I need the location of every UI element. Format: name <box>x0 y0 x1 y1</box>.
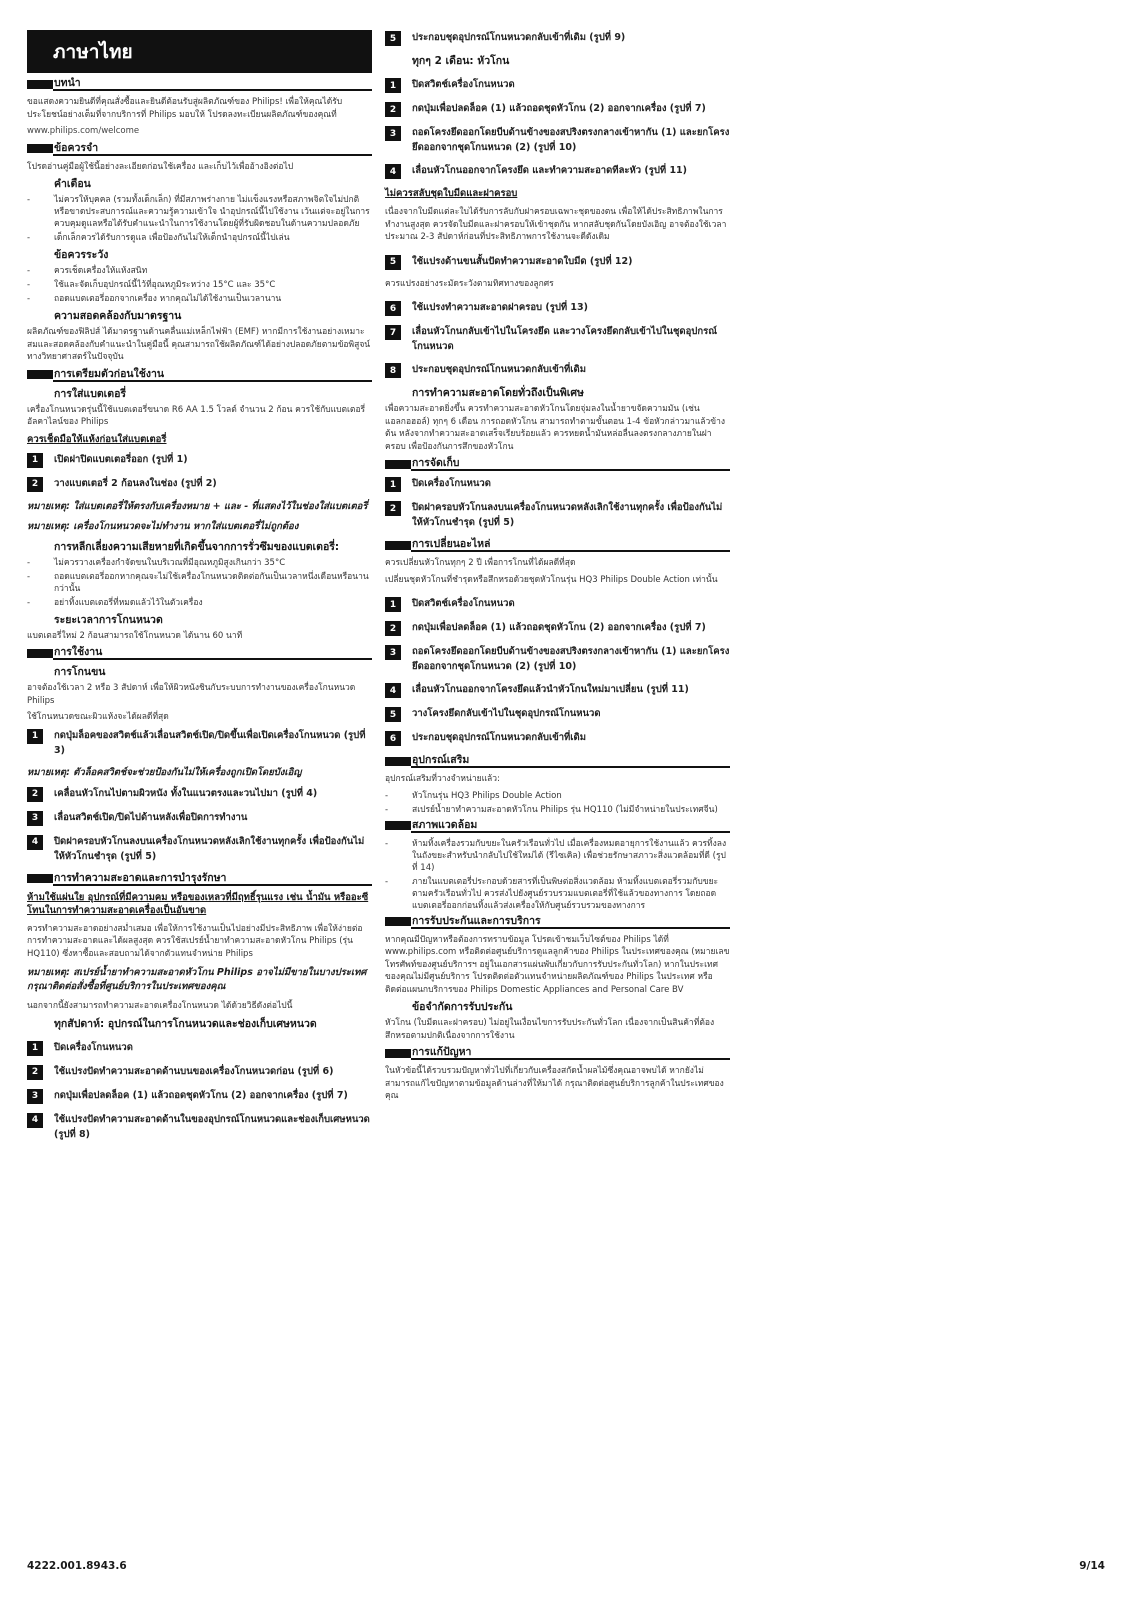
weekly-step: 1 ปิดเครื่องโกนหนวด <box>27 1040 372 1056</box>
time-text: แบตเตอรี่ใหม่ 2 ก้อนสามารถใช้โกนหนวด ได้นาน 60 นาที <box>27 630 243 641</box>
document-code: 4222.001.8943.6 <box>27 1560 127 1572</box>
leak-title: การหลีกเลี่ยงความเสียหายที่เกิดขึ้นจากการรั่วซึมของแบตเตอรี่: <box>54 540 340 553</box>
battery-title: การใส่แบตเตอรี่ <box>54 387 127 400</box>
section-use: การใช้งาน <box>27 646 372 660</box>
section-environment: สภาพแวดล้อม <box>385 819 730 833</box>
shave-text-2: ใช้โกนหนวดขณะผิวแห้งจะได้ผลดีที่สุด <box>27 712 169 722</box>
replace-step: 2 กดปุ่มเพื่อปลดล็อค (1) แล้วถอดชุดหัวโกน (2) ออกจากเครื่อง (รูปที่ 7) <box>385 620 730 636</box>
language-title: ภาษาไทย <box>27 30 372 73</box>
warning-item: - ไม่ควรให้บุคคล (รวมทั้งเด็กเล็ก) ที่มีสภาพร่างกาย ไม่แข็งแรงหรือสภาพจิตใจไม่ปกติ หรือขาดประสบการณ์และความรู้ความเข้าใจ นำอุปกรณ์นี้ไปใช้งาน เว้นแต่จะอยู่ในการควบคุมดูแลหรือได้รับคำแนะนำในการใช้งานโดยผู้ที่รับผิดชอบในด้านความปลอดภัย <box>27 195 370 229</box>
battery-step: 1 เปิดฝาปิดแบตเตอรี่ออก (รูปที่ 1) <box>27 452 372 468</box>
warranty-text: หากคุณมีปัญหาหรือต้องการทราบข้อมูล โปรดเข้าชมเว็บไซต์ของ Philips ได้ที่ www.philips.com หรือติดต่อศูนย์บริการดูแลลูกค้าของ Philips ในประเทศของคุณ (หมายเลขโทรศัพท์ของศูนย์บริการฯ อยู่ในเอกสารแผ่นพับเกี่ยวกับการรับประกันทั่วโลก) หากในประเทศของคุณไม่มีศูนย์บริการ โปรดติดต่อตัวแทนจำหน่ายผลิตภัณฑ์ของ Philips ในประเทศ หรือติดต่อแผนกบริการของ Philips Domestic Appliances and Personal Care BV <box>385 934 730 995</box>
noswap-text: เนื่องจากใบมีดแต่ละใบได้รับการลับกับฝาครอบเฉพาะชุดของตน เพื่อให้ได้ประสิทธิภาพในการทำงานสูงสุด ควรจัดใบมีดและฝาครอบให้เข้าชุดกัน หากสลับชุดกันโดยบังเอิญ อาจต้องใช้เวลาประมาณ 2-3 สัปดาห์ก่อนที่ประสิทธิภาพการใช้งานจะดีดังเดิม <box>385 207 727 242</box>
accessory-item: - สเปรย์น้ำยาทำความสะอาดหัวโกน Philips รุ่น HQ110 (ไม่มีจำหน่ายในประเทศจีน) <box>385 804 718 815</box>
note-wrong-insert: หมายเหตุ: เครื่องโกนหนวดจะไม่ทำงาน หากใส่แบตเตอรี่ไม่ถูกต้อง <box>27 520 299 532</box>
battery-step: 2 วางแบตเตอรี่ 2 ก้อนลงในช่อง (รูปที่ 2) <box>27 476 372 492</box>
caution-item: - ถอดแบตเตอรี่ออกจากเครื่อง หากคุณไม่ได้ใช้งานเป็นเวลานาน <box>27 294 282 304</box>
section-warranty: การรับประกันและการบริการ <box>385 915 730 929</box>
note-switch-lock: หมายเหตุ: ตัวล็อคสวิตช์จะช่วยป้องกันไม่ให้เครื่องถูกเปิดโดยบังเอิญ <box>27 766 302 778</box>
section-intro: บทนำ <box>27 77 372 91</box>
section-storage: การจัดเก็บ <box>385 457 730 471</box>
note-polarity: หมายเหตุ: ใส่แบตเตอรี่ให้ตรงกับเครื่องหมาย + และ - ที่แสดงไว้ในช่องใส่แบตเตอรี่ <box>27 500 368 512</box>
clean-text-2: นอกจากนี้ยังสามารถทำความสะอาดเครื่องโกนหนวด ได้ด้วยวิธีดังต่อไปนี้ <box>27 1001 293 1011</box>
twomonth-step: 8 ประกอบชุดอุปกรณ์โกนหนวดกลับเข้าที่เดิม <box>385 362 730 378</box>
shave-title: การโกนขน <box>54 666 106 678</box>
replace-step: 5 วางโครงยึดกลับเข้าไปในชุดอุปกรณ์โกนหนวด <box>385 706 730 722</box>
caution-item: - ใช้และจัดเก็บอุปกรณ์นี้ไว้ที่อุณหภูมิระหว่าง 15°C และ 35°C <box>27 280 276 290</box>
extra-clean-title: การทำความสะอาดโดยทั่วถึงเป็นพิเศษ <box>412 387 584 399</box>
troubleshooting-text: ในหัวข้อนี้ได้รวบรวมปัญหาทั่วไปที่เกี่ยวกับเครื่องสกัดน้ำผลไม้ซึ่งคุณอาจพบได้ หากยังไม่สามารถแก้ไขปัญหาตามข้อมูลด้านล่างที่ให้มาได้ กรุณาติดต่อศูนย์บริการลูกค้าในประเทศของคุณ <box>385 1066 724 1101</box>
leak-item: - ไม่ควรวางเครื่องกำจัดขนในบริเวณที่มีอุณหภูมิสูงเกินกว่า 35°C <box>27 557 286 568</box>
shave-text-1: อาจต้องใช้เวลา 2 หรือ 3 สัปดาห์ เพื่อให้ผิวหนังชินกับระบบการทำงานของเครื่องโกนหนวด Philips <box>27 683 356 706</box>
dry-hands-heading: ควรเช็ดมือให้แห้งก่อนใส่แบตเตอรี่ <box>27 433 167 445</box>
noswap-heading: ไม่ควรสลับชุดใบมีดและฝาครอบ <box>385 188 518 199</box>
shave-step: 4 ปิดฝาครอบหัวโกนลงบนเครื่องโกนหนวดหลังเลิกใช้งานทุกครั้ง เพื่อป้องกันไม่ให้หัวโกนชำรุด (รูปที่ 5) <box>27 834 372 864</box>
restrictions-text: หัวโกน (ใบมีดและฝาครอบ) ไม่อยู่ในเงื่อนไขการรับประกันทั่วโลก เนื่องจากเป็นสินค้าที่ต้องสึกหรอตามปกติเนื่องจากการใช้งาน <box>385 1018 715 1041</box>
twomonth-step: 2 กดปุ่มเพื่อปลดล็อค (1) แล้วถอดชุดหัวโกน (2) ออกจากเครื่อง (รูปที่ 7) <box>385 101 730 117</box>
storage-step: 1 ปิดเครื่องโกนหนวด <box>385 476 730 492</box>
twomonth-step: 3 ถอดโครงยึดออกโดยบีบด้านข้างของสปริงตรงกลางเข้าหากัน (1) และยกโครงยึดออกจากชุดโกนหนวด (2) (รูปที่ 10) <box>385 125 730 155</box>
section-troubleshooting: การแก้ปัญหา <box>385 1046 730 1060</box>
leak-item: - ถอดแบตเตอรี่ออกหากคุณจะไม่ใช้เครื่องโกนหนวดติดต่อกันเป็นเวลาหนึ่งเดือนหรือนานกว่านั้น <box>27 571 369 594</box>
twomonth-step: 5 ใช้แปรงด้านขนสั้นปัดทำความสะอาดใบมีด (รูปที่ 12) <box>385 254 730 270</box>
extra-clean-text: เพื่อความสะอาดยิ่งขึ้น ควรทำความสะอาดหัวโกนโดยจุ่มลงในน้ำยาขจัดความมัน (เช่น แอลกอฮอล์) ทุกๆ 6 เดือน การถอดหัวโกน สามารถทำตามขั้นตอน 1-4 ข้อหัวกล่าวมาแล้วข้างต้น หลังจากทำความสะอาดเสร็จเรียบร้อยแล้ว ควรหยดน้ำมันหล่อลื่นลงตรงกลางภายในฝาครอบ เพื่อป้องกันการสึกของหัวโกน <box>385 404 726 452</box>
storage-step: 2 ปิดฝาครอบหัวโกนลงบนเครื่องโกนหนวดหลังเลิกใช้งานทุกครั้ง เพื่อป้องกันไม่ให้หัวโกนชำรุด (รูปที่ 5) <box>385 500 730 530</box>
accessory-item: - หัวโกนรุ่น HQ3 Philips Double Action <box>385 790 562 801</box>
twomonth-step: 4 เลื่อนหัวโกนออกจากโครงยึด และทำความสะอาดทีละหัว (รูปที่ 11) <box>385 163 730 179</box>
leak-item: - อย่าทิ้งแบตเตอรี่ที่หมดแล้วไว้ในตัวเครื่อง <box>27 597 203 608</box>
twomonth-step: 6 ใช้แปรงทำความสะอาดฝาครอบ (รูปที่ 13) <box>385 300 730 316</box>
twomonth-step: 7 เลื่อนหัวโกนกลับเข้าไปในโครงยึด และวางโครงยึดกลับเข้าไปในชุดอุปกรณ์โกนหนวด <box>385 324 730 354</box>
shave-step: 2 เคลื่อนหัวโกนไปตามผิวหนัง ทั้งในแนวตรงและวนไปมา (รูปที่ 4) <box>27 786 372 802</box>
twomonth-title: ทุกๆ 2 เดือน: หัวโกน <box>412 55 510 67</box>
section-replace: การเปลี่ยนอะไหล่ <box>385 538 730 552</box>
replace-step: 1 ปิดสวิตช์เครื่องโกนหนวด <box>385 596 730 612</box>
intro-text: ขอแสดงความยินดีที่คุณสั่งซื้อและยินดีต้อนรับสู่ผลิตภัณฑ์ของ Philips! เพื่อให้คุณได้รับประโยชน์อย่างเต็มที่จากบริการที่ Philips มอบให้ โปรดลงทะเบียนผลิตภัณฑ์ของคุณที่ <box>27 97 343 120</box>
compliance-title: ความสอดคล้องกับมาตรฐาน <box>54 310 182 322</box>
shave-step: 1 กดปุ่มล็อคของสวิตช์แล้วเลื่อนสวิตช์เปิด/ปิดขึ้นเพื่อเปิดเครื่องโกนหนวด (รูปที่ 3) <box>27 728 372 758</box>
right-column <box>385 30 730 1107</box>
battery-text: เครื่องโกนหนวดรุ่นนี้ใช้แบตเตอรี่ขนาด R6 AA 1.5 โวลต์ จำนวน 2 ก้อน ควรใช้กับแบตเตอรี่อัลคาไลน์ของ Philips <box>27 404 366 427</box>
weekly-step: 5 ประกอบชุดอุปกรณ์โกนหนวดกลับเข้าที่เดิม (รูปที่ 9) <box>385 30 730 46</box>
time-title: ระยะเวลาการโกนหนวด <box>54 613 163 626</box>
section-accessories: อุปกรณ์เสริม <box>385 754 730 768</box>
weekly-step: 3 กดปุ่มเพื่อปลดล็อค (1) แล้วถอดชุดหัวโกน (2) ออกจากเครื่อง (รูปที่ 7) <box>27 1088 372 1104</box>
caution-title: ข้อควรระวัง <box>54 249 109 261</box>
compliance-text: ผลิตภัณฑ์ของฟิลิปส์ ได้มาตรฐานด้านคลื่นแม่เหล็กไฟฟ้า (EMF) หากมีการใช้งานอย่างเหมาะสมและสอดคล้องกับคำแนะนำในคู่มือนี้ คุณสามารถใช้ผลิตภัณฑ์ได้อย่างปลอดภัยตามข้อพิสูจน์ทางวิทยาศาสตร์ในปัจจุบัน <box>27 327 371 362</box>
replace-step: 4 เลื่อนหัวโกนออกจากโครงยึดแล้วนำหัวโกนใหม่มาเปลี่ยน (รูปที่ 11) <box>385 682 730 698</box>
weekly-step: 4 ใช้แปรงปัดทำความสะอาดด้านในของอุปกรณ์โกนหนวดและช่องเก็บเศษหนวด (รูปที่ 8) <box>27 1112 372 1142</box>
page-number: 9/14 <box>1079 1560 1105 1572</box>
environment-item: - ห้ามทิ้งเครื่องรวมกับขยะในครัวเรือนทั่วไป เมื่อเครื่องหมดอายุการใช้งานแล้ว ควรทิ้งลงในถังขยะสำหรับนำกลับไปใช้ใหม่ได้ (รีไซเคิล) เพื่อช่วยรักษาสภาวะสิ่งแวดล้อมที่ดี (รูปที่ 14) <box>385 838 727 873</box>
replace-text-1: ควรเปลี่ยนหัวโกนทุกๆ 2 ปี เพื่อการโกนที่ได้ผลดีที่สุด <box>385 558 576 568</box>
clean-text: ควรทำความสะอาดอย่างสม่ำเสมอ เพื่อให้การใช้งานเป็นไปอย่างมีประสิทธิภาพ เพื่อให้ง่ายต่อการทำความสะอาดและได้ผลสูงสุด ควรใช้สเปรย์น้ำยาทำความสะอาดหัวโกน Philips (รุ่น HQ110) ซึ่งหาซื้อและสอบถามได้จากตัวแทนจำหน่าย Philips <box>27 923 363 959</box>
weekly-title: ทุกสัปดาห์: อุปกรณ์ในการโกนหนวดและช่องเก็บเศษหนวด <box>54 1017 317 1030</box>
warning-item: - เด็กเล็กควรได้รับการดูแล เพื่อป้องกันไม่ให้เด็กนำอุปกรณ์นี้ไปเล่น <box>27 233 290 243</box>
shave-step: 3 เลื่อนสวิตช์เปิด/ปิดไปด้านหลังเพื่อปิดการทำงาน <box>27 810 372 826</box>
weekly-step: 2 ใช้แปรงปัดทำความสะอาดด้านบนของเครื่องโกนหนวดก่อน (รูปที่ 6) <box>27 1064 372 1080</box>
section-clean: การทำความสะอาดและการบำรุงรักษา <box>27 872 372 886</box>
warning-title: คำเตือน <box>54 178 91 190</box>
important-text: โปรดอ่านคู่มือผู้ใช้นี้อย่างละเอียดก่อนใช้เครื่อง และเก็บไว้เพื่ออ้างอิงต่อไป <box>27 161 294 172</box>
replace-step: 6 ประกอบชุดอุปกรณ์โกนหนวดกลับเข้าที่เดิม <box>385 730 730 746</box>
caution-item: - ควรเช็ดเครื่องให้แห้งสนิท <box>27 266 148 276</box>
restrictions-title: ข้อจำกัดการรับประกัน <box>412 1001 513 1013</box>
brush-text: ควรแปรงอย่างระมัดระวังตามทิศทางของลูกศร <box>385 278 554 289</box>
section-important: ข้อควรจำ <box>27 142 372 156</box>
clean-warning: ห้ามใช้แผ่นใย อุปกรณ์ที่มีความคม หรือของเหลวที่มีฤทธิ์รุนแรง เช่น น้ำมัน หรืออะซีโทนในการทำความสะอาดเครื่องเป็นอันขาด <box>27 891 369 916</box>
note-spray: หมายเหตุ: สเปรย์น้ำยาทำความสะอาดหัวโกน Philips อาจไม่มีขายในบางประเทศ กรุณาติดต่อสั่งซื้อที่ศูนย์บริการในประเทศของคุณ <box>27 967 367 992</box>
twomonth-step: 1 ปิดสวิตช์เครื่องโกนหนวด <box>385 77 730 93</box>
left-column <box>27 30 372 1150</box>
replace-step: 3 ถอดโครงยึดออกโดยบีบด้านข้างของสปริงตรงกลางเข้าหากัน (1) และยกโครงยึดออกจากชุดโกนหนวด (2) (รูปที่ 10) <box>385 644 730 674</box>
accessories-text: อุปกรณ์เสริมที่วางจำหน่ายแล้ว: <box>385 774 500 784</box>
environment-item: - ภายในแบตเตอรี่ประกอบด้วยสารที่เป็นพิษต่อสิ่งแวดล้อม ห้ามทิ้งแบตเตอรี่รวมกับขยะตามครัวเรือนทั่วไป ควรส่งไปยังศูนย์รวบรวมแบตเตอรี่ที่ใช้แล้วของทางการ โดยถอดแบตเตอรี่ออกก่อนทิ้งแล้วส่งเครื่องให้กับศูนย์รวบรวมของทางการ <box>385 876 719 911</box>
section-prep: การเตรียมตัวก่อนใช้งาน <box>27 368 372 382</box>
replace-text-2: เปลี่ยนชุดหัวโกนที่ชำรุดหรือสึกหรอด้วยชุดหัวโกนรุ่น HQ3 Philips Double Action เท่านั้น <box>385 574 718 585</box>
intro-url[interactable]: www.philips.com/welcome <box>27 126 140 136</box>
